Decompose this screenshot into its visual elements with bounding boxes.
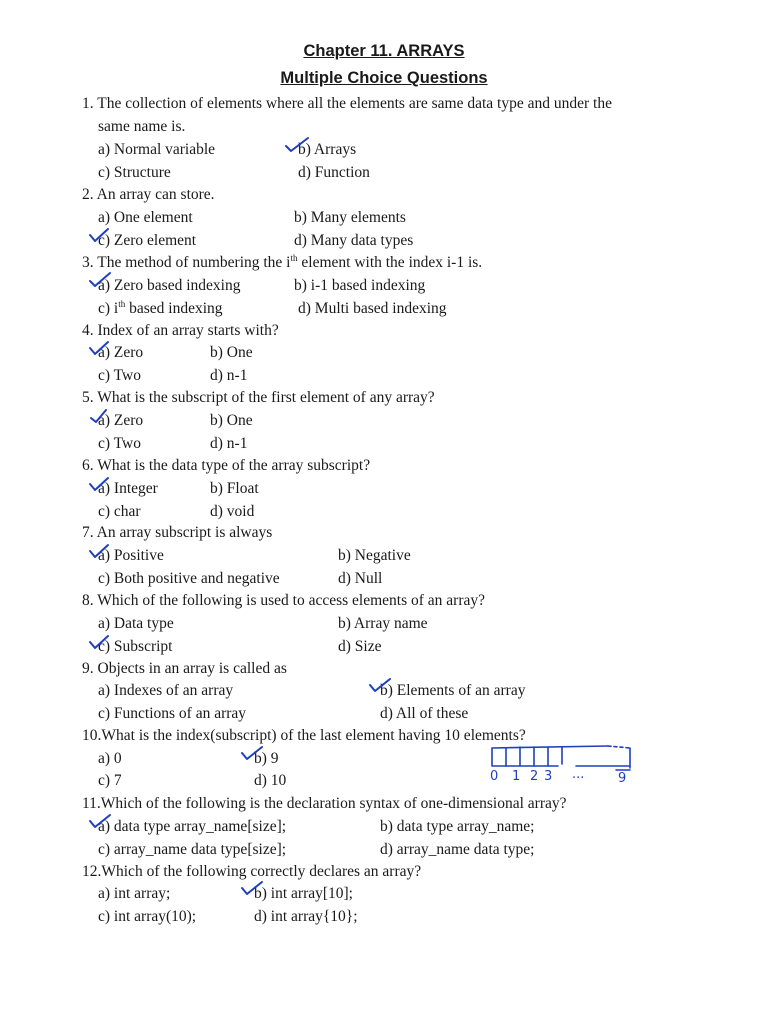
question-1: 1. The collection of elements where all the elements are same data type and under the xyxy=(82,95,612,112)
q8-option-c: c) Subscript xyxy=(98,638,173,655)
sketch-index-9: 9 xyxy=(618,771,627,786)
q3-option-a: a) Zero based indexing xyxy=(98,277,241,294)
question-3: 3. The method of numbering the $i^{th}$ element with the index i-1 is. xyxy=(82,252,483,271)
q3-option-d: d) Multi based indexing xyxy=(298,300,447,317)
q11-option-b: b) data type array_name; xyxy=(380,818,535,835)
q10-option-d: d) 10 xyxy=(254,772,287,789)
q5-option-a: a) Zero xyxy=(98,412,144,429)
section-title: Multiple Choice Questions xyxy=(280,69,488,87)
question-2: 2. An array can store. xyxy=(82,186,215,203)
q10-option-c: c) 7 xyxy=(98,772,122,789)
q7-option-d: d) Null xyxy=(338,570,383,587)
question-6: 6. What is the data type of the array subscript? xyxy=(82,457,371,474)
q10-option-b: b) 9 xyxy=(254,750,279,767)
q1-option-d: d) Function xyxy=(298,164,370,181)
q1-option-c: c) Structure xyxy=(98,164,171,181)
q1-option-b: b) Arrays xyxy=(298,141,357,158)
q2-option-d: d) Many data types xyxy=(294,232,414,249)
q4-option-b: b) One xyxy=(210,344,253,361)
sketch-index-0: 0 xyxy=(490,769,499,784)
q9-option-c: c) Functions of an array xyxy=(98,705,247,722)
q11-option-a: a) data type array_name[size]; xyxy=(98,818,287,835)
q7-option-c: c) Both positive and negative xyxy=(98,570,280,587)
q11-option-d: d) array_name data type; xyxy=(380,841,535,858)
q3-option-b: b) i-1 based indexing xyxy=(294,277,426,294)
question-8: 8. Which of the following is used to access elements of an array? xyxy=(82,592,486,609)
array-sketch xyxy=(488,742,638,786)
q8-option-b: b) Array name xyxy=(338,615,428,632)
q7-option-b: b) Negative xyxy=(338,547,411,564)
question-1-cont: same name is. xyxy=(98,118,186,135)
q9-option-d: d) All of these xyxy=(380,705,469,722)
question-9: 9. Objects in an array is called as xyxy=(82,660,287,677)
sketch-index-2: 2 xyxy=(530,769,539,784)
q9-option-a: a) Indexes of an array xyxy=(98,682,234,699)
q10-option-a: a) 0 xyxy=(98,750,122,767)
sketch-index-3: 3 xyxy=(544,769,553,784)
q6-option-d: d) void xyxy=(210,503,255,520)
question-11: 11.Which of the following is the declaration syntax of one-dimensional array? xyxy=(82,795,567,812)
q4-option-d: d) n-1 xyxy=(210,367,248,384)
q1-option-a: a) Normal variable xyxy=(98,141,216,158)
q2-option-b: b) Many elements xyxy=(294,209,406,226)
q4-option-a: a) Zero xyxy=(98,344,144,361)
q6-option-b: b) Float xyxy=(210,480,259,497)
q5-option-b: b) One xyxy=(210,412,253,429)
question-12: 12.Which of the following correctly declares an array? xyxy=(82,863,422,880)
question-7: 7. An array subscript is always xyxy=(82,524,273,541)
q8-option-d: d) Size xyxy=(338,638,382,655)
q8-option-a: a) Data type xyxy=(98,615,174,632)
q6-option-a: a) Integer xyxy=(98,480,158,497)
q3-option-c: c) $i^{th}$ based indexing xyxy=(98,298,223,317)
question-4: 4. Index of an array starts with? xyxy=(82,322,279,339)
q5-option-c: c) Two xyxy=(98,435,141,452)
q2-option-a: a) One element xyxy=(98,209,193,226)
q2-option-c: c) Zero element xyxy=(98,232,197,249)
sketch-ellipsis: ... xyxy=(572,767,585,782)
sketch-index-1: 1 xyxy=(512,769,521,784)
q11-option-c: c) array_name data type[size]; xyxy=(98,841,287,858)
chapter-title: Chapter 11. ARRAYS xyxy=(303,42,465,60)
question-5: 5. What is the subscript of the first element of any array? xyxy=(82,389,435,406)
question-10: 10.What is the index(subscript) of the last element having 10 elements? xyxy=(82,727,526,744)
q7-option-a: a) Positive xyxy=(98,547,164,564)
q12-option-b: b) int array[10]; xyxy=(254,885,353,902)
q4-option-c: c) Two xyxy=(98,367,141,384)
q9-option-b: b) Elements of an array xyxy=(380,682,526,699)
q5-option-d: d) n-1 xyxy=(210,435,248,452)
q12-option-d: d) int array{10}; xyxy=(254,908,358,925)
q12-option-a: a) int array; xyxy=(98,885,171,902)
q12-option-c: c) int array(10); xyxy=(98,908,197,925)
q6-option-c: c) char xyxy=(98,503,141,520)
